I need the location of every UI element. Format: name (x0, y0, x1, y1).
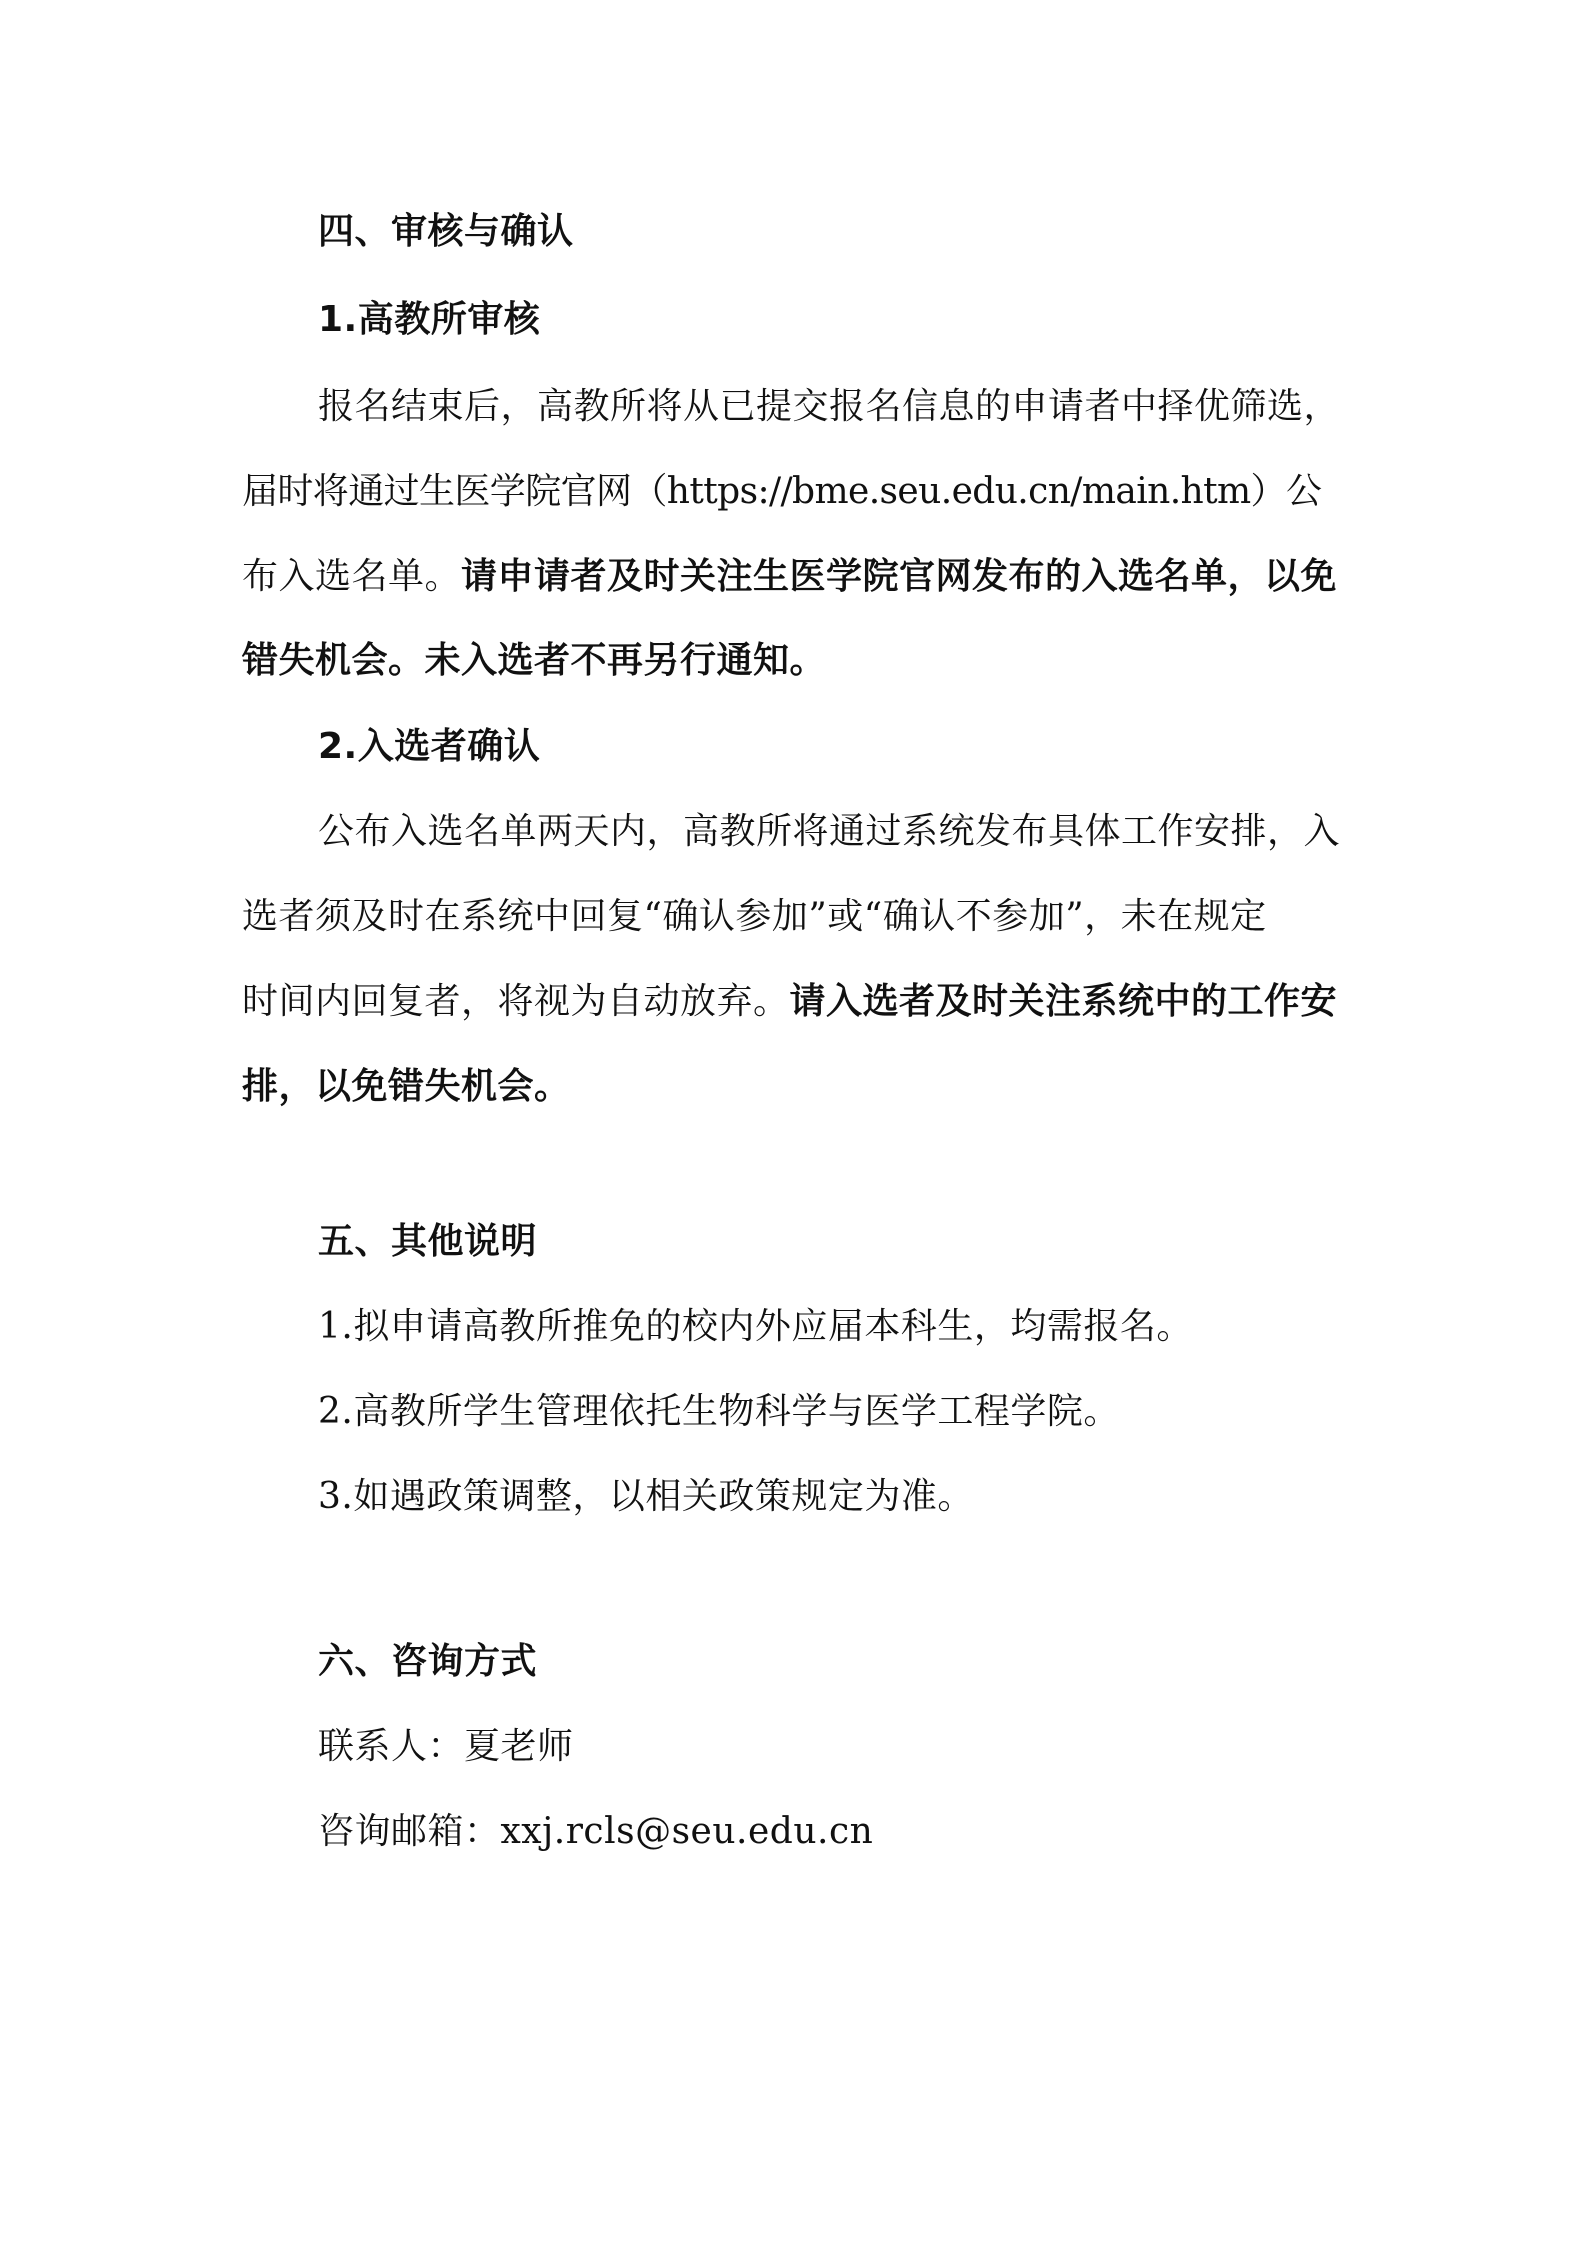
list-item: 1.拟申请高教所推免的校内外应届本科生，均需报名。 (318, 1306, 1193, 1347)
paragraph-line: 选者须及时在系统中回复“确认参加”或“确认不参加”，未在规定 (242, 896, 1267, 937)
list-item: 2.高教所学生管理依托生物科学与医学工程学院。 (318, 1391, 1120, 1432)
paragraph-line-mixed (242, 547, 1352, 607)
emphasis-text: 请入选者及时关注系统中的工作安 (789, 981, 1338, 1022)
emphasis-text: 请申请者及时关注生医学院官网发布的入选名单，以免 (461, 556, 1338, 597)
paragraph-text: 时间内回复者，将视为自动放弃。 (242, 981, 790, 1022)
contact-person: 联系人：夏老师 (318, 1726, 574, 1767)
section-heading-other-notes: 五、其他说明 (318, 1221, 538, 1262)
subheading-selectee-confirm: 2.入选者确认 (318, 726, 541, 767)
paragraph-text: 布入选名单。 (242, 556, 462, 597)
section-heading-review: 四、审核与确认 (318, 211, 574, 252)
paragraph-line-mixed (242, 972, 1352, 1032)
contact-email[interactable]: 咨询邮箱：xxj.rcls@seu.edu.cn (318, 1811, 874, 1852)
emphasis-line: 排，以免错失机会。 (242, 1066, 571, 1107)
list-item: 3.如遇政策调整，以相关政策规定为准。 (318, 1476, 974, 1517)
subheading-institute-review: 1.高教所审核 (318, 299, 541, 340)
emphasis-line: 错失机会。未入选者不再另行通知。 (242, 640, 827, 681)
section-heading-contact: 六、咨询方式 (318, 1641, 538, 1682)
paragraph-line: 届时将通过生医学院官网（https://bme.seu.edu.cn/main.htm）公 (242, 471, 1322, 512)
paragraph-line: 公布入选名单两天内，高教所将通过系统发布具体工作安排，入 (318, 811, 1341, 852)
paragraph-line: 报名结束后，高教所将从已提交报名信息的申请者中择优筛选， (318, 386, 1341, 427)
